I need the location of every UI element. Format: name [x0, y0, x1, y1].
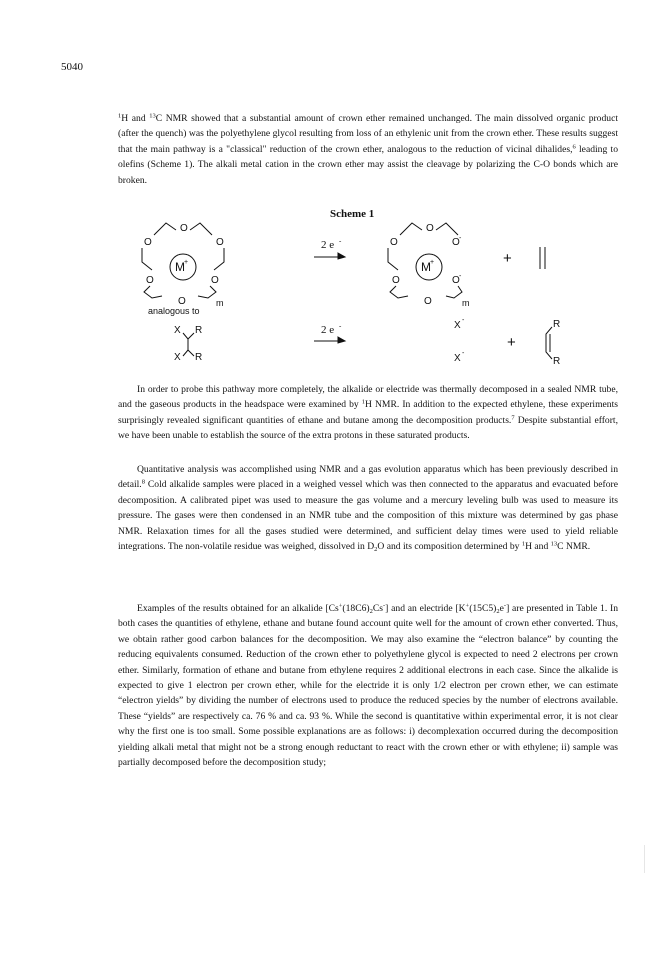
paragraph-4 — [118, 601, 618, 770]
ring-oxygen: O — [146, 275, 154, 286]
analogous-label: analogous to — [148, 306, 200, 316]
electron-count: 2 e — [321, 324, 335, 336]
charge-plus: + — [338, 602, 343, 610]
subscript-2: 2 — [369, 608, 373, 615]
scan-mark — [644, 845, 645, 873]
p3-text-a: Quantitative analysis was accomplished using NMR and a gas evolution apparatus which has been previously described in detail. — [118, 464, 618, 491]
reaction-arrow-1 — [314, 253, 345, 259]
ring-oxygen: O — [390, 237, 398, 248]
subscript-2: 2 — [374, 546, 378, 554]
halide-ion: X — [454, 320, 461, 331]
electron-count: 2 e — [321, 239, 335, 251]
reference-7: 7 — [511, 414, 515, 422]
p4-text-e: (15C5) — [469, 603, 497, 614]
p2-text-a: In order to probe this pathway more completely, the alkalide or electride was thermally decomposed in a sealed NMR tube, and the gaseous products in the headspace were examined by — [118, 384, 618, 411]
p3-text-e: C NMR. — [557, 541, 591, 553]
reaction-arrow-2 — [314, 337, 345, 343]
electron-charge: - — [339, 237, 342, 245]
isotope-1: 1 — [361, 398, 366, 406]
reference-6: 6 — [572, 143, 576, 151]
p1-text-b: C NMR showed that a substantial amount of crown ether remained unchanged. The main dissolved organic product (after the quench) was the polyethylene glycol resulting from loss of an ethylenic unit from the crown ether. These results suggest that the main pathway is a "classical" reduction of the crown ether, analogous to the reduction of vicinal dihalides, — [118, 113, 618, 155]
halogen-label: X — [174, 352, 181, 363]
terminal-oxide: O — [452, 237, 460, 248]
p3-text-c: O and its composition determined by — [377, 541, 522, 553]
substituent-label: R — [553, 356, 561, 367]
ethylene-double-bond — [540, 247, 545, 269]
isotope-13: 13 — [550, 540, 558, 548]
halide-charge: - — [462, 317, 465, 324]
metal-cation: M — [421, 260, 431, 274]
subscript-2: 2 — [496, 608, 500, 615]
metal-charge: + — [184, 259, 189, 266]
reference-8: 8 — [141, 478, 145, 486]
p2-text-b: H NMR. In addition to the expected ethylene, these experiments surprisingly revealed significant quantities of ethane and butane among the decomposition products. — [118, 399, 618, 426]
substituent-label: R — [553, 319, 561, 330]
isotope-1: 1 — [521, 540, 526, 548]
scheme-title: Scheme 1 — [330, 208, 375, 220]
plus-sign: + — [507, 334, 516, 351]
ring-oxygen: O — [216, 237, 224, 248]
ring-oxygen: O — [178, 296, 186, 307]
halide-charge: - — [462, 350, 465, 357]
paragraph-3 — [118, 462, 618, 554]
p1-text-a: H and — [121, 113, 150, 124]
p2-text-c: Despite substantial effort, we have been unable to establish the source of the extra protons in these saturated products. — [118, 414, 618, 442]
ring-oxygen: O — [180, 223, 188, 234]
isotope-13: 13 — [149, 112, 156, 120]
substituent-label: R — [195, 352, 203, 363]
vicinal-dihalide — [183, 333, 194, 356]
scheme-1-figure — [0, 0, 672, 380]
electron-charge: - — [339, 322, 342, 330]
p4-text-d: ] and an electride [K — [385, 603, 466, 614]
isotope-1: 1 — [118, 112, 122, 120]
charge-minus: - — [383, 602, 386, 610]
oxide-charge: - — [459, 273, 462, 280]
oxide-charge: - — [459, 235, 462, 242]
paragraph-2 — [118, 382, 618, 444]
p3-text-b: Cold alkalide samples were placed in a weighed vessel which was then connected to the apparatus and evacuated before decomposition. A calibrated pipet was used to measure the gas volume and a mercury leveling bulb was used to measure its pressure. The gases were then condensed in an NMR tube and the composition of this mixture was determined by gas phase NMR. Relaxation times for all the gases studied were determined, and sufficient delay times were used to yield reliable integrations. The non-volatile residue was weighed, dissolved in D — [118, 479, 618, 553]
p4-text-g: ] are presented in Table 1. In both cases the quantities of ethylene, ethane and butane found account quite well for the amount of crown ether converted. Thus, we obtain rather good carbon balances for the decomposition. We may also examine the “electron balance” by counting the reducing equivalents consumed. Reduction of the crown ether to polyethylene glycol is expected to need 2 electrons per crown ether. Similarly, formation of ethane and butane from ethylene requires 2 additional electrons in each case. Since the alkalide is expected to give 1 electron per crown ether, while for the electride it is only 1/2 electron per crown ether, we can estimate “electron yields” by dividing the number of electrons used to produce the reduced species by the number of electrons available. These “yields” are respectively ca. 76 % and ca. 93 %. While the second is quantitative within experimental error, it is not clear why the first one is too small. Some possible explanations are as follows: i) decomplexation occurred during the decomposition yielding alkali metal that might not be a strong enough reductant to react with the crown ether or with ethylene; ii) sample was partially decomposed before the decomposition study; — [118, 603, 619, 769]
ring-oxygen: O — [392, 275, 400, 286]
charge-minus: - — [503, 602, 507, 610]
p4-text-b: (18C6) — [342, 603, 370, 614]
ring-oxygen: O — [211, 275, 219, 286]
alkene-product — [546, 327, 552, 359]
terminal-oxide: O — [452, 275, 460, 286]
ring-oxygen: O — [426, 223, 434, 234]
substituent-label: R — [195, 325, 203, 336]
metal-charge: + — [430, 259, 435, 266]
halogen-label: X — [174, 325, 181, 336]
ring-oxygen: O — [144, 237, 152, 248]
metal-cation: M — [175, 260, 185, 274]
repeat-index: m — [462, 298, 470, 308]
charge-plus: + — [465, 602, 470, 610]
halide-ion: X — [454, 353, 461, 364]
p1-text-c: leading to olefins (Scheme 1). The alkali metal cation in the crown ether may assist the cleavage by polarizing the C-O bonds which are broken. — [118, 143, 619, 186]
p4-text-f: e — [499, 603, 504, 614]
p4-text-a: Examples of the results obtained for an alkalide [Cs — [137, 603, 339, 614]
repeat-index: m — [216, 298, 224, 308]
p3-text-d: H and — [525, 541, 551, 553]
plus-sign: + — [503, 250, 512, 267]
page-number: 5040 — [61, 61, 83, 73]
p4-text-c: Cs — [372, 603, 383, 614]
ring-oxygen: O — [424, 296, 432, 307]
